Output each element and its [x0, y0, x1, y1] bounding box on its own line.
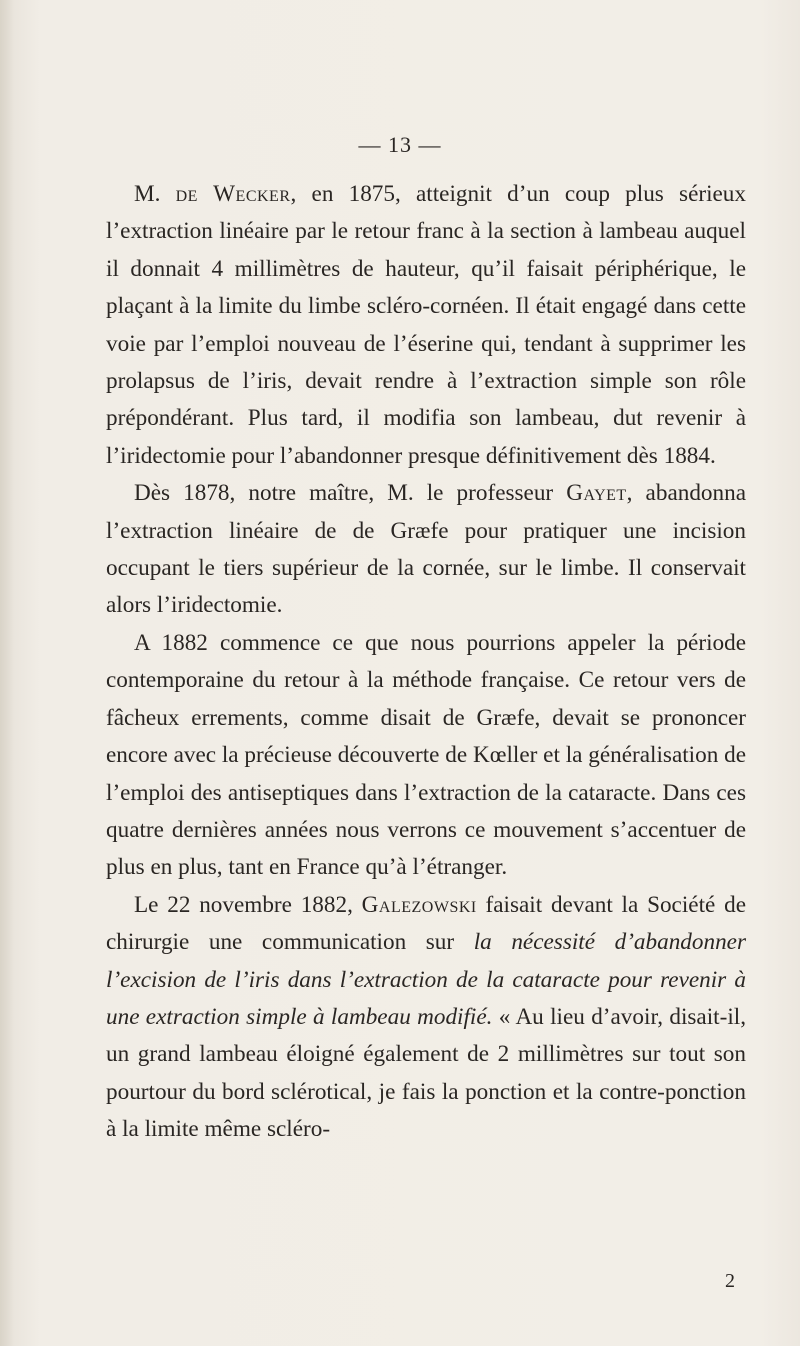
paragraph-4-before: Le 22 novembre 1882, — [134, 891, 362, 918]
paragraph-1 — [106, 176, 746, 475]
paragraph-4 — [106, 887, 746, 1149]
paragraph-1-text: , en 1875, atteignit d’un coup plus sérieux l’extraction linéaire par le retour franc à la section à lambeau auquel il donnait 4 millimètres de hauteur, qu’il faisait périphérique, le plaçant à la limite du limbe scléro-cornéen. Il était engagé dans cette voie par l’emploi nouveau de l’éserine qui, tendant à supprimer les prolapsus de l’iris, devait rendre à l’extraction simple son rôle prépondérant. Plus tard, il modifia son lambeau, dut revenir à l’iridectomie pour l’abandonner presque définitivement dès 1884. — [106, 181, 746, 469]
signature-mark-text: 2 — [725, 1270, 735, 1292]
paragraph-2-before: Dès 1878, notre maître, M. le professeur — [134, 480, 567, 507]
author-name-wecker: Wecker — [213, 181, 291, 207]
body-text — [106, 176, 746, 1149]
paragraph-3-text: A 1882 commence ce que nous pourrions appeler la période contemporaine du retour à la méthode française. Ce retour vers de fâcheux errements, comme disait de Græfe, devait se prononcer encore avec la précieuse découverte de Kœller et la généralisation de l’emploi des antiseptiques dans l’extraction de la cataracte. Dans ces quatre dernières années nous verrons ce mouvement s’accentuer de plus en plus, tant en France qu’à l’étranger. — [106, 629, 746, 881]
page-number: — 13 — — [358, 132, 442, 157]
author-name-gayet: Gayet — [566, 480, 627, 507]
author-particle: de — [175, 181, 198, 207]
paragraph-2 — [106, 475, 746, 625]
communication-title: la nécessité d’abandonner l’excision de l’iris dans l’extraction de la cataracte pour revenir à une extraction simple à lambeau modifié. — [106, 929, 746, 1030]
author-name-galezowski: Galezowski — [361, 891, 477, 918]
paragraph-2-after: , abandonna l’extraction linéaire de de Græfe pour pratiquer une incision occupant le tiers supérieur de la cornée, sur le limbe. Il conservait alors l’iridectomie. — [106, 480, 746, 619]
page-gutter-shadow — [0, 0, 14, 1346]
signature-mark — [0, 1270, 800, 1293]
paragraph-3 — [106, 625, 746, 887]
paragraph-4-middle: faisait devant la Société de chirurgie une communication sur — [106, 891, 746, 956]
author-initial: M. — [134, 181, 176, 207]
paragraph-4-after: « Au lieu d’avoir, disait-il, un grand lambeau éloigné également de 2 millimètres sur tout son pourtour du bord sclérotical, je fais la ponction et la contre-ponction à la limite même scléro- — [106, 1003, 746, 1143]
